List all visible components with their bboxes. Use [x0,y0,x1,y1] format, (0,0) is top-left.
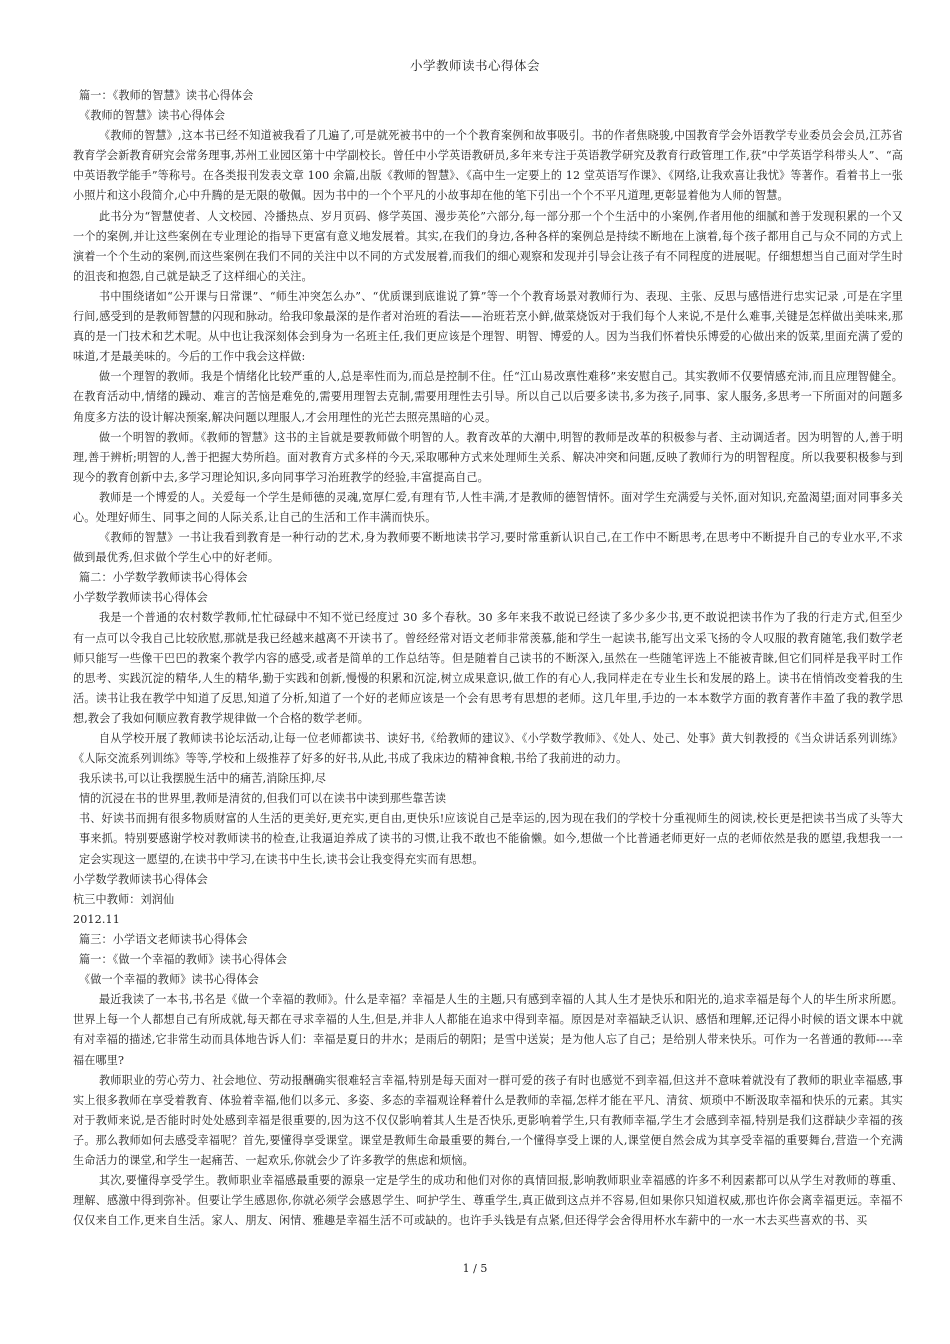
paragraph: 教师职业的劳心劳力、社会地位、劳动报酬确实很难轻言幸福,特别是每天面对一群可爱的孩子有时也感觉不到幸福,但这并不意味着就没有了教师的职业幸福感,事实上很多教师在享受着教育、体验着幸福,他们以多元、多姿、多态的幸福观诠释着什么是教师的幸福,怎样才能在平凡、清贫、烦琐中不断汲取幸福和快乐的元素。其实对于教师来说,是否能时时处处感到幸福是很重要的,因为这不仅仅影响着其人生是否快乐,更影响着学生,只有教师幸福,学生才会感到幸福,特别是我们这群缺少幸福的孩子。那么教师如何去感受幸福呢？首先,要懂得享受课堂。课堂是教师生命最重要的舞台,一个懂得享受上课的人,课堂便自然会成为其享受幸福的重要舞台,营造一个充满生命活力的课堂,和学生一起痛苦、一起欢乐,你就会少了许多教学的焦虑和烦恼。 [73,1073,903,1167]
paragraph: 2012.11 [73,912,120,926]
paragraph: 小学数学教师读书心得体会 [73,872,208,886]
paragraph: 做一个明智的教师。《教师的智慧》这书的主旨就是要教师做个明智的人。教育改革的大潮中,明智的教师是改革的积极参与者、主动调适者。因为明智的人,善于明理,善于辨析;明智的人,善于把握大势所趋。面对教育方式多样的今天,采取哪种方式来处理师生关系、解决冲突和问题,反映了教师行为的明智程度。所以我要积极参与到现今的教育创新中去,多学习理论知识,多向同事学习治班教学的经验,丰富提高自己。 [73,430,903,484]
paragraph: 此书分为“智慧使者、人文校园、冷播热点、岁月页码、修学英国、漫步英伦”六部分,每一部分那一个个生活中的小案例,作者用他的细腻和善于发现积累的一个又一个的案例,并让这些案例在专业理论的指导下更富有意义地发展着。其实,在我们的身边,各种各样的案例总是持续不断地在上演着,每个孩子都用自己与众不同的方式上演着一个个生动的案例,而这些案例在我们不同的关注中以不同的方式发展着,而我们的细心观察和发现并引导会让孩子有不同程度的进展呢。仔细想想当自己面对学生时的沮丧和抱怨,自己就是缺乏了这样细心的关注。 [73,209,903,283]
paragraph: 篇二：小学数学教师读书心得体会 [79,571,248,585]
page-title: 小学教师读书心得体会 [409,58,540,73]
paragraph: 最近我读了一本书,书名是《做一个幸福的教师》。什么是幸福？幸福是人生的主题,只有感到幸福的人其人生才是快乐和阳光的,追求幸福是每个人的毕生所求所愿。世界上每一个人都想自己有所成就,每天都在寻求幸福的人生,但是,并非人人都能在追求中得到幸福。原因是对幸福缺乏认识、感悟和理解,还记得小时候的语文课本中就有对幸福的描述,它非常生动而具体地告诉人们：幸福是夏日的井水；是雨后的朝阳；是雪中送炭；是为他人忘了自己；是给别人带来快乐。可作为一名普通的教师----幸福在哪里? [73,993,903,1067]
paragraph: 教师是一个博爱的人。关爱每一个学生是师德的灵魂,宽厚仁爱,有理有节,人性丰满,才是教师的德智情怀。面对学生充满爱与关怀,面对知识,充盈渴望;面对同事多关心。处理好师生、同事之间的人际关系,让自己的生活和工作丰满而快乐。 [73,490,903,524]
paragraph: 篇三：小学语文老师读书心得体会 [79,932,248,946]
paragraph: 《教师的智慧》,这本书已经不知道被我看了几遍了,可是就死被书中的一个个教育案例和故事吸引。书的作者焦晓骏,中国教育学会外语教学专业委员会会员,江苏省教育学会新教育研究会常务理事,苏州工业园区第十中学副校长。曾任中小学英语教研员,多年来专注于英语教学研究及教育行政管理工作,获“中学英语学科带头人”、“高中英语教学能手”等称号。在各类报刊发表文章 100 余篇,出版《教师的智慧》、《高中生一定要上的 12 堂英语写作课》、《网络,让我欢喜让我忧》等著作。看着书上一张小照片和这小段简介,心中升腾的是无限的敬佩。因为书中的一个个平凡的小故事却在他的笔下引出一个个不平凡道理,更彰显着他为人师的智慧。 [73,129,903,203]
paragraph: 杭三中教师：刘润仙 [73,892,175,906]
paragraph: 《做一个幸福的教师》读书心得体会 [79,973,259,987]
paragraph: 情的沉浸在书的世界里,教师是清贫的,但我们可以在读书中读到那些靠苦读 [79,792,447,806]
page-number: 1 / 5 [462,1262,488,1275]
paragraph: 小学数学教师读书心得体会 [73,591,208,605]
paragraph: 书中围绕诸如“公开课与日常课”、“师生冲突怎么办”、“优质课到底谁说了算”等一个个教育场景对教师行为、表现、主张、反思与感悟进行忠实记录 ,可是在字里行间,感受到的是教师智慧的闪现和脉动。给我印象最深的是作者对治班的看法——治班若烹小鲜,做菜烧饭对于我们每个人来说,不是什么难事,关键是怎样做出美味来,那真的是一门技术和艺术呢。从中也让我深刻体会到身为一名班主任,我们更应该是个理智、明智、博爱的人。因为当我们怀着快乐博爱的心做出来的饭菜,里面充满了爱的味道,才是最美味的。今后的工作中我会这样做: [73,289,903,364]
paragraph: 书、好读书而拥有很多物质财富的人生活的更美好,更充实,更自由,更快乐!应该说自己是幸运的,因为现在我们的学校十分重视师生的阅读,校长更是把读书当成了头等大事来抓。特别要感谢学校对教师读书的检查,让我逼迫养成了读书的习惯,让我不敢也不能偷懒。如今,想做一个比普通老师更好一点的老师依然是我的愿望,我想我一一定会实现这一愿望的,在读书中学习,在读书中生长,读书会让我变得充实而有思想。 [79,812,903,866]
paragraph: 其次,要懂得享受学生。教师职业幸福感最重要的源泉一定是学生的成功和他们对你的真情回报,影响教师职业幸福感的许多不利因素都可以从学生对教师的尊重、理解、感激中得到弥补。但要让学生感恩你,你就必须学会感恩学生、呵护学生、尊重学生,真正做到这点并不容易,但如果你只知道权威,那也许你会离幸福更远。幸福不仅仅来自工作,更来自生活。家人、朋友、闲情、雅趣是幸福生活不可或缺的。也许手头钱是有点紧,但还得学会舍得用杯水车薪中的一水一木去买些喜欢的书、买 [73,1174,903,1228]
paragraph: 自从学校开展了教师读书论坛活动,让每一位老师都读书、读好书,《给教师的建议》、《小学数学教师》、《处人、处己、处事》黄大钊教授的《当众讲话系列训练》《人际交流系列训练》等等,学校和上级推荐了好多的好书,从此,书成了我床边的精神食粮,书给了我前进的动力。 [73,732,903,766]
paragraph: 我乐读书,可以让我摆脱生活中的痛苦,消除压抑,尽 [79,772,327,786]
paragraph: 我是一个普通的农村数学教师,忙忙碌碌中不知不觉已经度过 30 多个春秋。30 多年来我不敢说已经读了多少多少书,更不敢说把读书作为了我的行走方式,但至少有一点可以令我自己比较欣慰,那就是我已经越来越离不开读书了。曾经经常对语文老师非常羡慕,能和学生一起读书,能写出文采飞扬的令人叹服的教育随笔,我们数学老师只能写一些像干巴巴的教案个教学内容的感受,或者是简单的工作总结等。但是随着自己读书的不断深入,虽然在一些随笔评选上不能被青睐,但它们同样是我平时工作的思考、实践沉淀的精华,人生的精华,勤于实践和创新,慢慢的积累和沉淀,树立成果意识,做工作的有心人,我同样走在专业生长和发展的路上。读书在悄悄改变着我的生活。读书让我在教学中知道了反思,知道了分析,知道了一个好的老师应该是一个会有思考有思想的老师。这几年里,手边的一本本数学方面的教育著作丰盈了我的教学思想,教会了我如何顺应教育教学规律做一个合格的数学老师。 [73,611,903,725]
paragraph: 篇一：《教师的智慧》读书心得体会 [79,89,254,102]
paragraph: 做一个理智的教师。我是个情绪化比较严重的人,总是率性而为,而总是控制不住。任“江山易改禀性难移”来安慰自己。其实教师不仅要情感充沛,而且应理智健全。在教育活动中,情绪的躁动、难言的苦恼是难免的,需要用理智去克制,需要用理性去引导。所以自己以后要多读书,多为孩子,同事、家人服务,多思考一下所面对的问题多角度多方法的设计解决预案,解决问题以理服人,才会用理性的光芒去照亮黑暗的心灵。 [73,370,903,424]
document-body [73,86,903,1231]
paragraph: 篇一：《做一个幸福的教师》读书心得体会 [79,953,288,967]
paragraph: 《教师的智慧》读书心得体会 [79,109,226,123]
paragraph: 《教师的智慧》一书让我看到教育是一种行动的艺术,身为教师要不断地读书学习,要时常重新认识自己,在工作中不断思考,在思考中不断提升自己的专业水平,不求做到最优秀,但求做个学生心中的好老师。 [73,531,903,565]
